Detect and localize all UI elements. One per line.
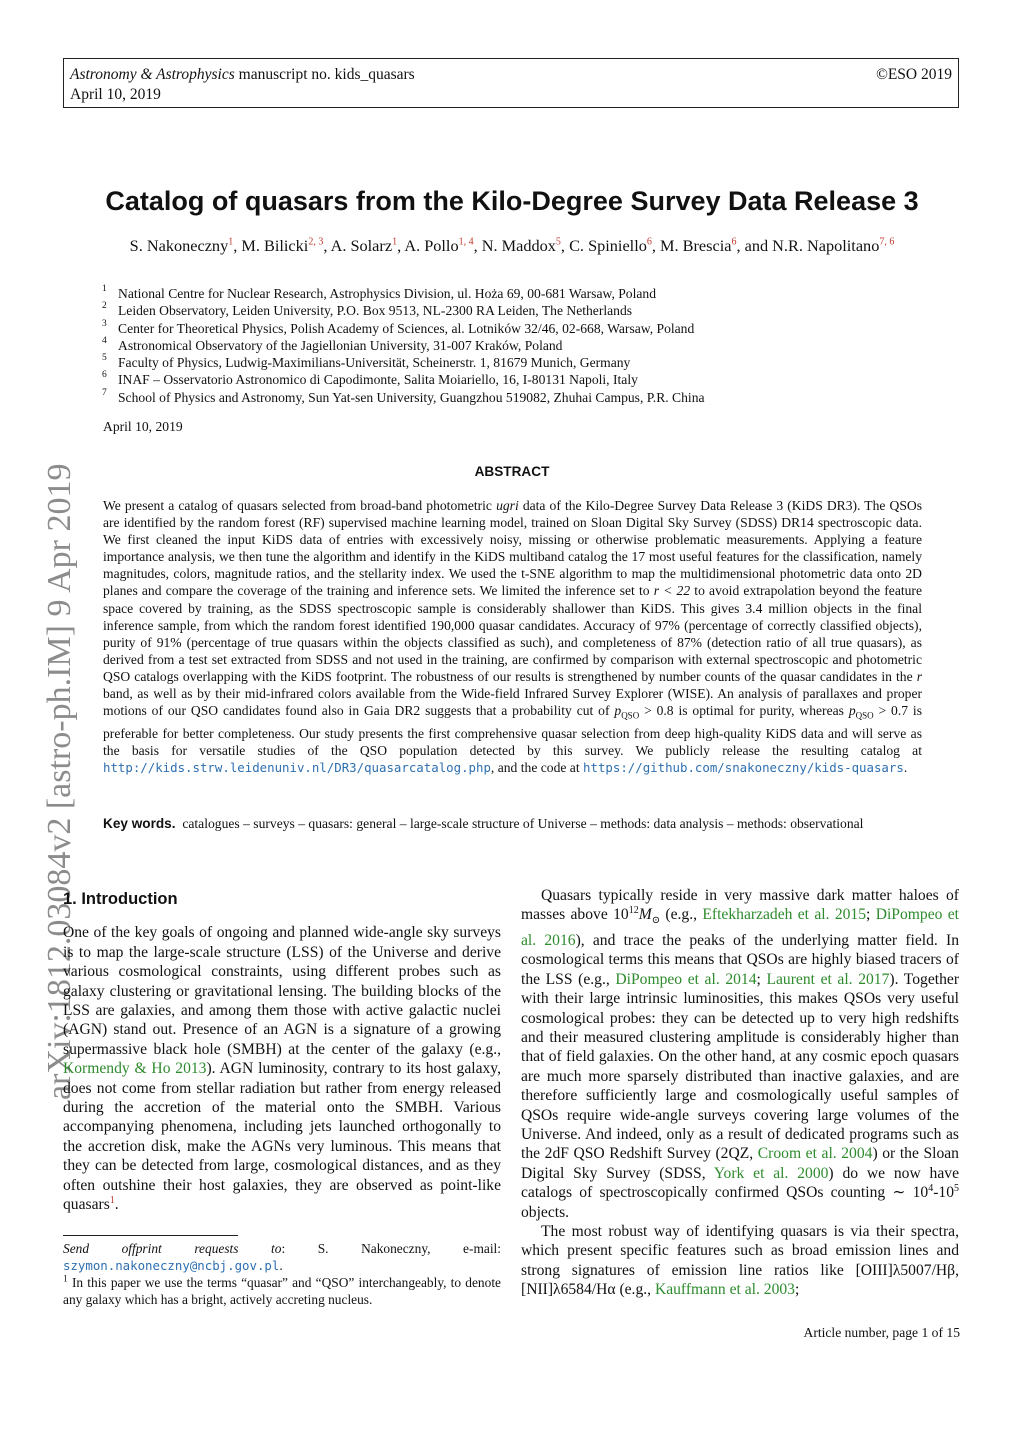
affiliation-text: National Centre for Nuclear Research, Astrophysics Division, ul. Hoża 69, 00-681 Warsaw, Poland — [118, 286, 657, 301]
affiliation-item — [100, 320, 920, 337]
abstract-text: is preferable for better completeness. Our study presents the first comprehensive quasar selection from deep high-quality KiDS data and will serve as the basis for versatile studies of the QSO population detected by this survey. We publicly release the resulting catalog at — [103, 703, 922, 759]
author-affiliation-ref[interactable]: 1 — [392, 236, 398, 248]
affiliation-text: Faculty of Physics, Ludwig-Maximilians-Universität, Scheinerstr. 1, 81679 Munich, Germany — [118, 355, 631, 371]
github-url-link[interactable]: https://github.com/snakoneczny/kids-quasars — [583, 760, 904, 776]
email-link[interactable]: szymon.nakoneczny@ncbj.gov.pl — [63, 1258, 280, 1273]
author-name: S. Nakoneczny — [129, 236, 229, 255]
author-separator: , — [560, 236, 570, 255]
paper-title: Catalog of quasars from the Kilo-Degree Survey Data Release 3 — [105, 186, 919, 216]
citation-link[interactable]: York et al. 2000 — [713, 1164, 829, 1182]
citation-link[interactable]: Croom et al. 2004 — [757, 1145, 873, 1163]
paragraph-text: Quasars typically reside in very massive dark matter haloes of masses above 10 — [521, 887, 959, 924]
author-name: A. Solarz — [330, 236, 393, 255]
citation-link[interactable]: DiPompeo et al. 2016 — [521, 906, 960, 949]
affiliation-number: 3 — [102, 318, 107, 329]
catalog-url-link[interactable]: http://kids.strw.leidenuniv.nl/DR3/quasarcatalog.php — [103, 760, 491, 776]
paragraph-text: One of the key goals of ongoing and planned wide-angle sky surveys is to map the large-scale structure (LSS) of the Universe and derive various cosmological constraints, using different probes such as galaxy clustering or gravitational lensing. The building blocks of the LSS are galaxies, and among them those with active galactic nuclei (AGN) stand out. Presence of an AGN is a signature of a growing supermassive black hole (SMBH) at the center of the galaxy (e.g., — [63, 924, 501, 1058]
offprint-text: . — [279, 1258, 283, 1273]
exponent: 4 — [928, 1183, 934, 1195]
abstract-heading: ABSTRACT — [474, 464, 550, 479]
paragraph-text: ; — [794, 1281, 800, 1299]
author-affiliation-ref[interactable]: 5 — [555, 236, 561, 248]
page-number: Article number, page 1 of 15 — [803, 1325, 960, 1340]
paragraph-text: ). AGN luminosity, contrary to its host galaxy, does not come from stellar radiation but rather from energy released during the accretion of the material onto the SMBH. Various accompanying phenomena, including jets launched orthogonally to the accretion disk, make the AGNs very luminous. This means that they can be detected from large, cosmological distances, and as they often outshine their host galaxies, they are observed as point-like quasars — [63, 1060, 501, 1214]
affiliation-text: School of Physics and Astronomy, Sun Yat-sen University, Guangzhou 519082, Zhuhai Campus, P.R. China — [118, 389, 705, 405]
offprint-text: : S. Nakoneczny, e-mail: — [281, 1241, 501, 1256]
footnotes — [63, 1240, 501, 1308]
author-name: N.R. Napolitano — [772, 236, 880, 255]
paragraph — [63, 923, 501, 1214]
abstract-text: is optimal for purity, whereas — [673, 703, 849, 719]
author-separator: , — [473, 236, 482, 255]
paragraph-text: . — [114, 1196, 119, 1214]
paragraph-text: ) do we now have catalogs of spectroscopically confirmed QSOs counting ∼ 10 — [521, 1164, 959, 1202]
author-name: M. Brescia — [660, 236, 732, 255]
arxiv-identifier: arXiv:1812.03084v2 [astro-ph.IM] 9 Apr 2019 — [41, 463, 78, 1100]
copyright: ©ESO 2019 — [876, 66, 952, 83]
abstract-text: , and the code at — [490, 760, 584, 776]
affiliation-number: 1 — [102, 284, 107, 294]
author-name: A. Pollo — [404, 236, 459, 255]
author-separator: , — [397, 236, 405, 255]
abstract-text: data of the Kilo-Degree Survey Data Release 3 (KiDS DR3). The QSOs are identified by the random forest (RF) supervised machine learning model, trained on Sloan Digital Sky Survey (SDSS) DR14 spectroscopic data. We first cleaned the input KiDS data of entries with excessively noisy, missing or otherwise problematic measurements. Applying a feature importance analysis, we then tune the algorithm and identify in the KiDS multiband catalog the 17 most useful features for the classification, namely magnitudes, colors, magnitude ratios, and the stellarity index. We used the t-SNE algorithm to map the multidimensional photometric data onto 2D planes and compare the coverage of the training and inference sets. We limited the inference set to — [103, 498, 922, 599]
affiliation-item — [100, 337, 920, 354]
journal-header — [63, 58, 959, 108]
abstract-math: p — [614, 703, 622, 719]
author-list — [0, 236, 1024, 256]
author-separator: , — [323, 236, 331, 255]
citation-link[interactable]: DiPompeo et al. 2014 — [615, 970, 757, 988]
abstract-math: p — [848, 703, 856, 719]
author-name: M. Bilicki — [241, 236, 309, 255]
keywords-label: Key words. — [103, 816, 176, 831]
affiliation-text: Center for Theoretical Physics, Polish Academy of Sciences, al. Lotników 32/46, 02-668, Warsaw, Poland — [118, 320, 695, 336]
left-column — [63, 886, 501, 1215]
abstract-text: band, as well as by their mid-infrared colors available from the Wide-field Infrared Survey Explorer (WISE). An analysis of parallaxes and proper motions of our QSO candidates found also in Gaia DR2 suggests that a probability cut of — [103, 686, 922, 719]
author-separator: , — [233, 236, 242, 255]
author-affiliation-ref[interactable]: 2, 3 — [308, 236, 324, 248]
footnote-number: 1 — [63, 1274, 68, 1285]
author-separator: , — [651, 236, 661, 255]
paragraph-text: ⊙ — [651, 915, 661, 927]
author-affiliation-ref[interactable]: 1 — [228, 236, 234, 248]
paragraph-text: (e.g., — [660, 906, 703, 924]
paragraph-text: ; — [756, 970, 767, 988]
author-name: N. Maddox — [481, 236, 556, 255]
affiliation-text: Astronomical Observatory of the Jagiellonian University, 31-007 Kraków, Poland — [118, 337, 563, 353]
journal-line — [70, 65, 952, 85]
abstract-body — [103, 497, 922, 776]
paragraph-text: objects. — [521, 1203, 570, 1221]
paragraph-text: ). Together with their large intrinsic luminosities, this makes QSOs very useful cosmological probes: they can be detected up to very high redshifts and their measured clustering amplitude is considerably higher than that of field galaxies. On the other hand, at any cosmic epoch quasars are much more sparsely distributed than inactive galaxies, and are therefore sufficiently large and cosmologically useful samples of QSOs require wide-angle surveys covering large volumes of the Universe. And indeed, only as a result of dedicated programs such as the 2dF QSO Redshift Survey (2QZ, — [521, 970, 960, 1163]
abstract-math: > 0.7 — [873, 703, 909, 719]
header-date: April 10, 2019 — [70, 86, 161, 103]
abstract-text: ugri — [496, 498, 519, 513]
paragraph — [521, 1222, 959, 1300]
author-affiliation-ref[interactable]: 1, 4 — [458, 236, 474, 248]
journal-name: Astronomy & Astrophysics — [70, 66, 235, 83]
abstract-math: r < 22 — [653, 583, 691, 599]
author-separator: , and — [736, 236, 773, 255]
citation-link[interactable]: Eftekharzadeh et al. 2015 — [702, 906, 867, 924]
affiliation-item — [100, 354, 920, 371]
paragraph-text: ) or the Sloan Digital Sky Survey (SDSS, — [521, 1145, 959, 1182]
keywords-text: catalogues – surveys – quasars: general – large-scale structure of Universe – methods: data analysis – methods: observational — [182, 816, 864, 831]
abstract-text: We present a catalog of quasars selected from broad-band photometric — [103, 498, 497, 513]
section-heading: 1. Introduction — [63, 890, 178, 908]
affiliation-number: 7 — [102, 387, 107, 398]
paragraph-text: M — [638, 906, 652, 924]
abstract-text: to avoid extrapolation beyond the feature space covered by training, as the SDSS spectroscopic sample is considerably shallower than KiDS. This gives 3.4 million objects in the final inference sample, from which the random forest identified 190,000 quasar candidates. Accuracy of 97% (percentage of correctly classified objects), purity of 91% (percentage of true quasars within the objects classified as such), and completeness of 87% (detection ratio of all true quasars), as derived from a test set extracted from SDSS and not used in the training, are confirmed by comparison with external spectroscopic and photometric QSO catalogs overlapping with the KiDS footprint. The robustness of our results is strengthened by number counts of the quasar candidates in the — [103, 583, 922, 684]
abstract-math: > 0.8 — [639, 703, 674, 719]
paragraph-text: The most robust way of identifying quasars is via their spectra, which present specific features such as broad emission lines and strong signatures of emission line ratios like [OIII]λ5007/Hβ, [NII]λ6584/Hα (e.g., — [521, 1223, 959, 1299]
author-affiliation-ref[interactable]: 7, 6 — [879, 236, 895, 248]
affiliation-number: 6 — [102, 370, 107, 381]
paragraph — [521, 886, 959, 1222]
affiliation-list — [100, 285, 920, 406]
footnote-1 — [63, 1274, 501, 1308]
citation-link[interactable]: Laurent et al. 2017 — [766, 970, 890, 988]
affiliation-item — [100, 389, 920, 406]
affiliation-number: 2 — [102, 301, 107, 312]
keywords — [103, 815, 922, 832]
footnote-text: In this paper we use the terms “quasar” and “QSO” interchangeably, to denote any galaxy which has a bright, actively accreting nucleus. — [63, 1275, 501, 1307]
citation-link[interactable]: Kormendy & Ho 2013 — [63, 1060, 207, 1078]
affiliation-text: Leiden Observatory, Leiden University, P.O. Box 9513, NL-2300 RA Leiden, The Netherlands — [118, 303, 633, 319]
affiliation-item — [100, 285, 920, 302]
abstract-math: r — [916, 668, 922, 684]
received-date: April 10, 2019 — [103, 419, 183, 434]
exponent: 5 — [954, 1183, 959, 1195]
affiliation-number: 4 — [102, 335, 107, 346]
citation-link[interactable]: Kauffmann et al. 2003 — [654, 1281, 795, 1299]
abstract-math: QSO — [621, 710, 640, 721]
author-name: C. Spiniello — [569, 236, 647, 255]
footnote-ref[interactable]: 1 — [109, 1194, 115, 1206]
paragraph-text: ; — [866, 906, 876, 924]
manuscript-id: manuscript no. kids_quasars — [238, 66, 415, 83]
paragraph-text: -10 — [933, 1184, 954, 1202]
author-affiliation-ref[interactable]: 6 — [731, 236, 737, 248]
abstract-math: QSO — [855, 710, 874, 721]
affiliation-text: INAF – Osservatorio Astronomico di Capodimonte, Salita Moiariello, 16, I-80131 Napoli, Italy — [118, 372, 638, 388]
exponent: 12 — [628, 905, 639, 917]
offprint-note — [63, 1240, 501, 1274]
affiliation-item — [100, 371, 920, 388]
offprint-label: Send offprint requests to — [63, 1241, 282, 1256]
abstract-text: . — [903, 760, 908, 776]
affiliation-number: 5 — [102, 353, 107, 364]
author-affiliation-ref[interactable]: 6 — [646, 236, 652, 248]
footnote-divider — [63, 1235, 238, 1236]
affiliation-item — [100, 302, 920, 319]
paragraph-text: ), and trace the peaks of the underlying matter field. In cosmological terms this means that QSOs are highly biased tracers of the LSS (e.g., — [521, 931, 959, 988]
right-column — [521, 886, 959, 1300]
